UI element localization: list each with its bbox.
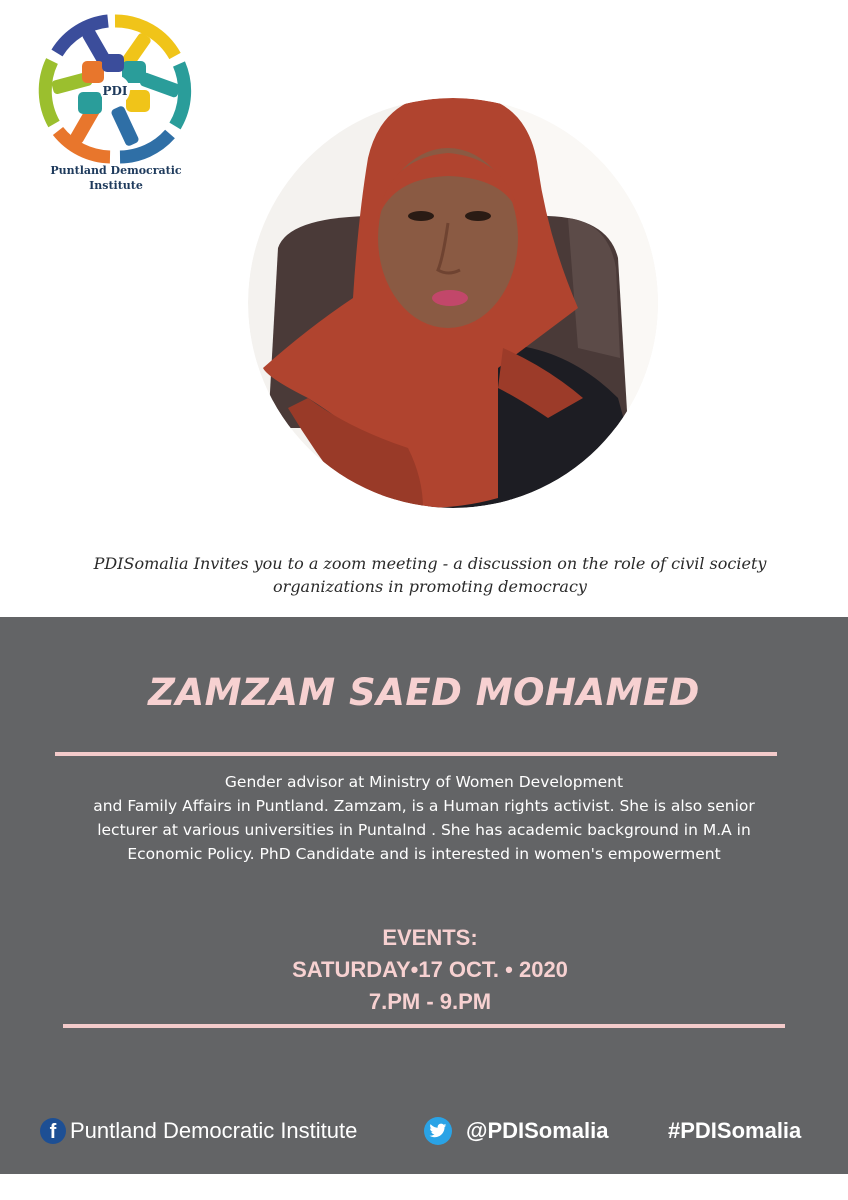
bio-line: Economic Policy. PhD Candidate and is interested in women's empowerment <box>127 845 721 863</box>
speaker-portrait <box>248 98 658 508</box>
speaker-name: ZAMZAM SAED MOHAMED <box>148 671 700 714</box>
twitter-icon <box>424 1117 452 1145</box>
twitter-bird-icon <box>429 1123 447 1139</box>
event-time: 7.PM - 9.PM <box>368 989 492 1014</box>
hashtag-link[interactable] <box>668 1115 801 1147</box>
hashtag-label: #PDISomalia <box>668 1118 802 1143</box>
invitation-line2: organizations in promoting democracy <box>273 577 587 596</box>
divider-bottom <box>63 1024 785 1028</box>
event-date: SATURDAY•17 OCT. • 2020 <box>292 957 568 982</box>
bottom-margin <box>0 1174 848 1200</box>
bio-line: lecturer at various universities in Puntalnd . She has academic background in M.A in <box>97 821 751 839</box>
bio-line: and Family Affairs in Puntland. Zamzam, is a Human rights activist. She is also senior <box>93 797 755 815</box>
twitter-link[interactable] <box>424 1115 609 1147</box>
divider-top <box>55 752 777 756</box>
invitation-line1: PDISomalia Invites you to a zoom meeting - a discussion on the role of civil society <box>93 554 767 573</box>
logo-acronym: PDI <box>102 84 128 98</box>
facebook-link[interactable] <box>40 1115 357 1147</box>
facebook-label: Puntland Democratic Institute <box>70 1118 358 1143</box>
bio-line: Gender advisor at Ministry of Women Development <box>224 773 624 791</box>
logo-caption-line1: Puntland Democratic <box>50 164 182 177</box>
facebook-icon: f <box>40 1118 66 1144</box>
event-details <box>0 922 848 1018</box>
twitter-label: @PDISomalia <box>466 1118 609 1143</box>
logo-caption-line2: Institute <box>89 179 143 192</box>
speaker-bio <box>40 770 808 866</box>
invitation-text <box>60 552 800 598</box>
events-heading: EVENTS: <box>382 925 478 950</box>
logo-caption <box>30 163 202 193</box>
